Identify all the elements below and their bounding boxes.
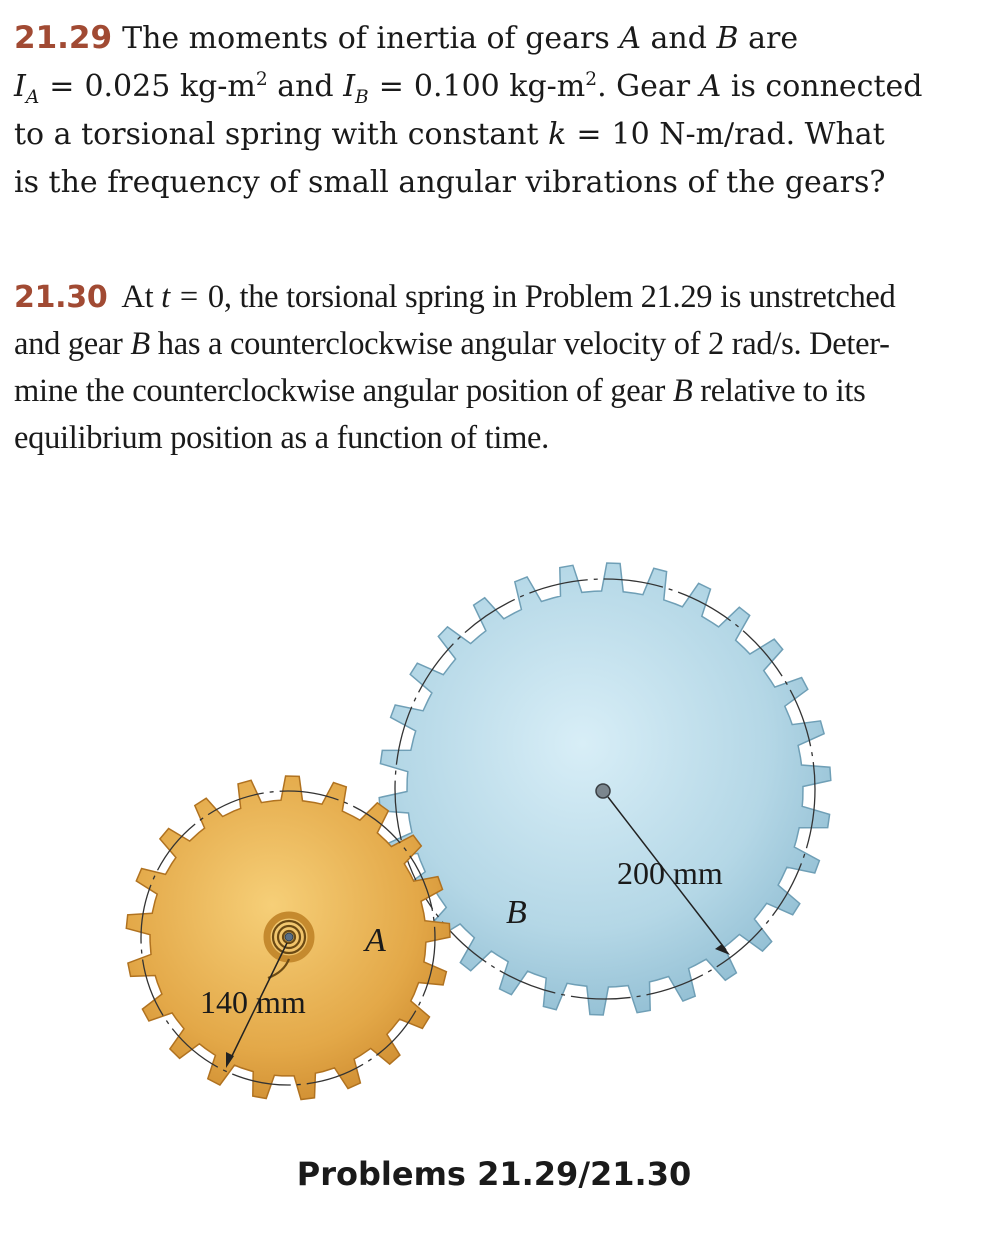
gears-figure [0,500,988,1140]
equals: = [49,69,75,104]
problem-21-29-line-4 [14,159,974,207]
problem-21-30-line-3 [14,368,976,415]
problem-21-30-line-4 [14,415,976,462]
var-i: I [14,69,26,104]
var-a: A [619,21,641,56]
text: 0, the torsional spring in Problem 21.29 is unstretched [207,279,896,315]
text: to a torsional spring with constant [14,117,539,152]
text: and [650,21,707,56]
problem-21-29-line-2 [14,63,974,111]
text: is connected [730,69,923,104]
var-i: I [343,69,356,104]
gear-a-radius-label: 140 mm [200,984,306,1020]
exponent: 2 [255,69,268,90]
gear-b-shaft [596,784,610,798]
text: mine the counterclockwise angular position of gear [14,373,666,409]
var-b: B [130,326,150,362]
ib-value: 0.100 kg-m [413,69,586,104]
problem-21-29 [14,14,974,207]
problem-21-30 [14,274,976,462]
text: equilibrium position as a function of time. [14,420,549,456]
var-a: A [699,69,722,104]
gear-a-label: A [365,922,386,959]
text: is the frequency of small angular vibrations of the gears? [14,165,886,200]
figure-caption: Problems 21.29/21.30 [296,1155,692,1193]
subscript-a: A [25,87,40,108]
ia-value: 0.025 kg-m [84,69,256,104]
text: At [121,279,154,315]
k-value: 10 N-m/rad. What [611,117,885,152]
text: are [748,21,799,56]
problem-21-29-line-1 [14,14,974,63]
equals: = [179,279,198,315]
gear-b-label: B [506,894,527,931]
text: and [277,69,334,104]
equals: = [378,69,404,104]
text: . Gear [597,69,691,104]
text: The moments of inertia of gears [122,21,610,56]
gear-a-shaft [285,933,293,941]
text: has a counterclockwise angular velocity of 2 rad/s. Deter- [157,326,890,362]
var-t: t [161,279,170,315]
gear-b-radius-label: 200 mm [617,855,723,891]
exponent: 2 [585,69,598,90]
problem-21-29-line-3 [14,111,974,159]
equals: = [576,117,602,152]
problem-number: 21.29 [14,20,113,56]
problem-21-30-line-1 [14,274,976,321]
var-k: k [548,117,567,152]
subscript-b: B [355,87,369,108]
var-b: B [716,21,739,56]
var-b: B [672,373,693,409]
problem-number: 21.30 [14,280,108,315]
text: relative to its [700,373,866,409]
problem-21-30-line-2 [14,321,976,368]
text: and gear [14,326,123,362]
